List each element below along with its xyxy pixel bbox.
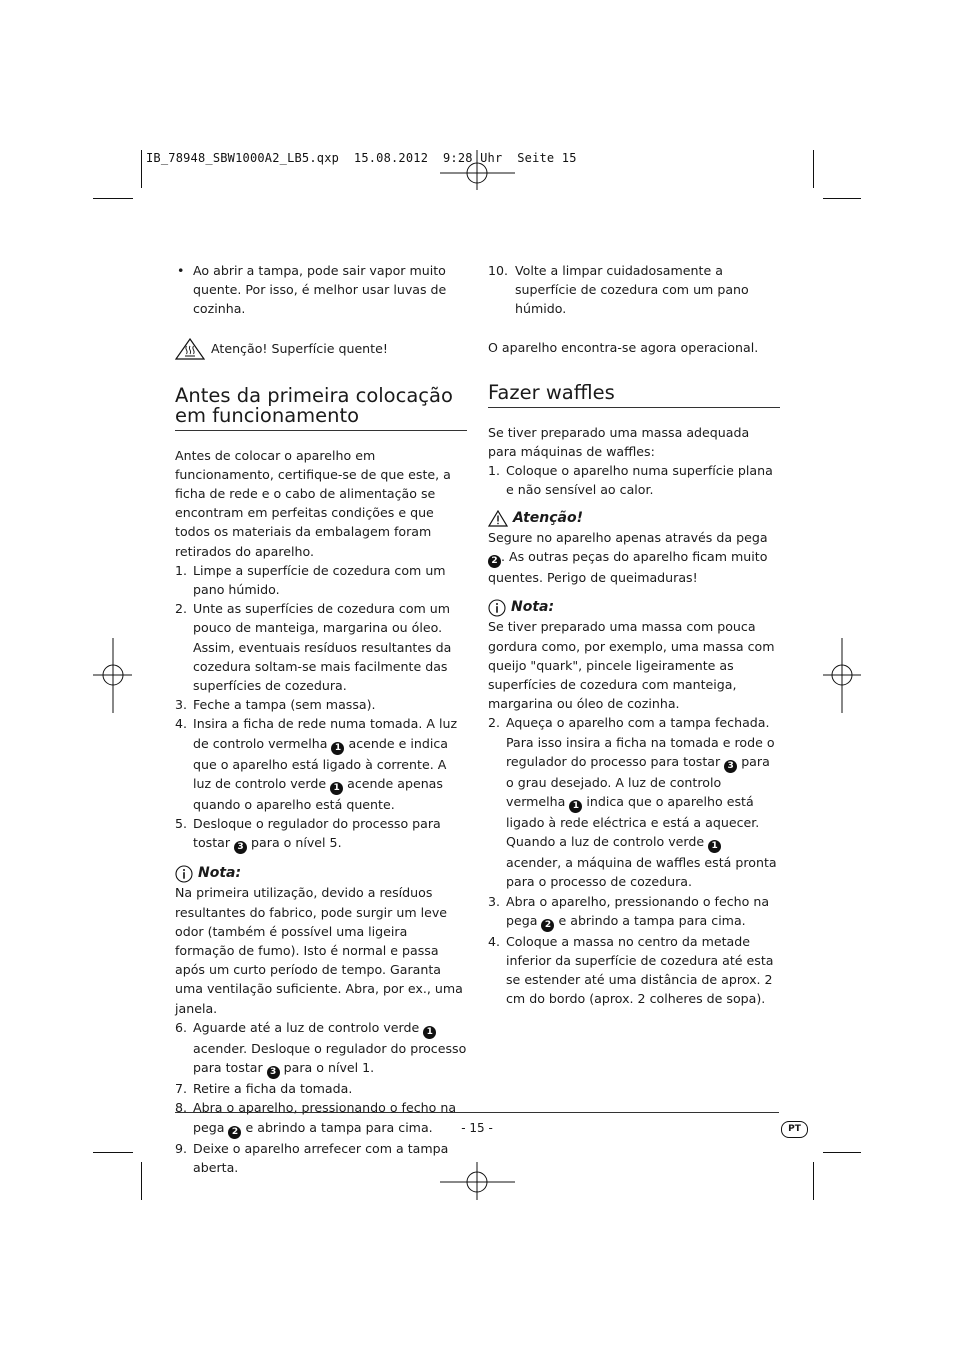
step-number: 3. xyxy=(488,893,501,909)
note-text: Na primeira utilização, devido a resíduos resultantes do fabrico, pode surgir um leve odor (também é possível uma ligeira formação de fumo). Isto é normal e passa após um curto período de tempo. Garanta uma ventilação suficiente. Abra, por ex., uma janela. xyxy=(175,885,463,1016)
waffles-steps xyxy=(488,461,780,499)
warning-triangle-icon xyxy=(488,510,508,527)
step-text-segment: Desloque o regulador do processo para tostar xyxy=(193,816,441,851)
step-text-segment: acende apenas quando o aparelho está quente. xyxy=(193,775,443,812)
step-text-segment: Aguarde até a luz de controlo verde xyxy=(193,1019,424,1035)
step-text-segment: e abrindo a tampa para cima. xyxy=(554,912,746,928)
step-text-segment: Abra o aparelho, pressionando o fecho na pega xyxy=(506,893,770,928)
step-number: 9. xyxy=(175,1140,188,1156)
step-number: 1. xyxy=(488,463,501,479)
note-title: Nota: xyxy=(198,865,242,882)
list-item xyxy=(488,261,780,319)
part-reference-number: 1 xyxy=(331,742,344,755)
list-item xyxy=(175,561,467,599)
part-reference-number: 1 xyxy=(423,1026,436,1039)
part-reference-number: 1 xyxy=(569,800,582,813)
hot-surface-icon xyxy=(175,338,205,360)
warning-title: Atenção! xyxy=(513,509,583,526)
bullet-text: Ao abrir a tampa, pode sair vapor muito quente. Por isso, é melhor usar luvas de cozinha. xyxy=(193,263,447,317)
note-heading xyxy=(175,864,467,883)
part-reference-number: 2 xyxy=(228,1126,241,1139)
part-reference-number: 1 xyxy=(330,782,343,795)
list-item xyxy=(488,892,780,932)
section-heading-first-use: Antes da primeira colocação em funcionamento xyxy=(175,386,467,431)
step-number: 10. xyxy=(488,263,509,278)
left-column xyxy=(175,261,467,1177)
step-text-segment: para o nível 5. xyxy=(247,835,342,851)
list-item xyxy=(488,461,780,499)
footer-divider xyxy=(175,1112,779,1113)
step-number: 8. xyxy=(175,1100,188,1116)
step-text-segment: Segure no aparelho apenas através da pega xyxy=(488,529,768,545)
step-number: 2. xyxy=(175,601,188,617)
first-use-steps xyxy=(175,561,467,854)
step-text-segment: Abra o aparelho, pressionando o fecho na pega xyxy=(193,1100,457,1135)
info-icon xyxy=(488,599,506,617)
step-text-segment: Coloque o aparelho numa superfície plana e não sensível ao calor. xyxy=(506,463,773,498)
step-number: 1. xyxy=(175,562,188,578)
list-item xyxy=(175,599,467,695)
hot-surface-warning xyxy=(175,338,467,360)
list-item xyxy=(488,713,780,891)
list-item xyxy=(175,1139,467,1177)
step-text-segment: Deixe o aparelho arrefecer com a tampa aberta. xyxy=(193,1140,449,1175)
step-text-segment: acender. Desloque o regulador do processo para tostar xyxy=(193,1040,467,1076)
first-use-steps-continued xyxy=(175,1018,467,1177)
first-use-intro: Antes de colocar o aparelho em funcionamento, certifique-se de que este, a ficha de rede e o cabo de alimentação se encontram em perfeitas condições e que todos os materiais da embalagem foram retirados do aparelho. xyxy=(175,447,451,559)
step-number: 4. xyxy=(488,933,501,949)
language-badge: PT xyxy=(781,1121,808,1138)
step-text-segment: indica que o aparelho está ligado à rede eléctrica e está a aquecer. Quando a luz de controlo verde xyxy=(506,794,760,850)
info-icon xyxy=(175,865,193,883)
step-text-segment: Aqueça o aparelho com a tampa fechada. Para isso insira a ficha na tomada e rode o regulador do processo para tostar xyxy=(506,715,775,769)
step-number: 2. xyxy=(488,715,501,731)
step-text-segment: e abrindo a tampa para cima. xyxy=(241,1119,433,1135)
part-reference-number: 2 xyxy=(488,555,501,568)
part-reference-number: 1 xyxy=(708,840,721,853)
part-reference-number: 2 xyxy=(541,919,554,932)
section-heading-waffles: Fazer waffles xyxy=(488,383,780,408)
step-10-list xyxy=(488,261,780,319)
step-text-segment: para o grau desejado. A luz de controlo vermelha xyxy=(506,753,770,810)
list-item xyxy=(175,1079,467,1098)
note-title: Nota: xyxy=(511,599,555,616)
part-reference-number: 3 xyxy=(234,841,247,854)
step-number: 6. xyxy=(175,1019,188,1035)
step-text-segment: Feche a tampa (sem massa). xyxy=(193,697,376,713)
waffles-intro: Se tiver preparado uma massa adequada para máquinas de waffles: xyxy=(488,424,750,460)
list-item xyxy=(175,814,467,854)
step-text-segment: Limpe a superfície de cozedura com um pano húmido. xyxy=(193,562,446,598)
step-text-segment: acender, a máquina de waffles está pronta para o processo de cozedura. xyxy=(506,855,777,890)
list-item xyxy=(175,695,467,714)
step-text-segment: Insira a ficha de rede numa tomada. A luz de controlo vermelha xyxy=(193,716,458,751)
step-text-segment: Retire a ficha da tomada. xyxy=(193,1081,353,1097)
part-reference-number: 3 xyxy=(267,1066,280,1079)
step-text-segment: . As outras peças do aparelho ficam muito quentes. Perigo de queimaduras! xyxy=(488,549,768,586)
part-reference-number: 3 xyxy=(724,760,737,773)
step-text-segment: para o nível 1. xyxy=(279,1060,375,1076)
right-column xyxy=(488,261,780,1009)
hot-surface-text: Atenção! Superfície quente! xyxy=(211,341,388,356)
step-text: Volte a limpar cuidadosamente a superfície de cozedura com um pano húmido. xyxy=(515,263,749,317)
list-item xyxy=(488,932,780,1009)
list-item xyxy=(175,714,467,814)
page-number: - 15 - xyxy=(461,1121,493,1135)
step-text-segment: acende e indica que o aparelho está ligado à corrente. A luz de controlo verde xyxy=(193,735,448,791)
note-text: Se tiver preparado uma massa com pouca gordura como, por exemplo, uma massa com queijo "quark", pincele ligeiramente as superfícies de cozedura com manteiga, margarina ou óleo de cozinha. xyxy=(488,619,775,712)
step-number: 3. xyxy=(175,697,188,713)
waffles-steps-continued xyxy=(488,713,780,1008)
step-number: 5. xyxy=(175,816,188,832)
warning-heading xyxy=(488,509,780,528)
step-number: 4. xyxy=(175,716,188,732)
note-heading xyxy=(488,598,780,617)
step-text-segment: Unte as superfícies de cozedura com um pouco de manteiga, margarina ou óleo. Assim, eventuais resíduos resultantes da cozedura soltam-se mais facilmente das superfícies de cozedura. xyxy=(193,601,452,694)
bullet-item: • Ao abrir a tampa, pode sair vapor muito quente. Por isso, é melhor usar luvas de cozinha. xyxy=(175,261,467,319)
step-number: 7. xyxy=(175,1081,188,1097)
warning-text xyxy=(488,528,780,587)
list-item xyxy=(175,1018,467,1079)
step-text-segment: Coloque a massa no centro da metade inferior da superfície de cozedura até esta se estender até uma distância de aprox. 2 cm do bordo (aprox. 2 colheres de sopa). xyxy=(506,933,774,1007)
ready-text: O aparelho encontra-se agora operacional. xyxy=(488,339,759,355)
print-slug: IB_78948_SBW1000A2_LB5.qxp 15.08.2012 9:28 Uhr Seite 15 xyxy=(146,151,577,165)
